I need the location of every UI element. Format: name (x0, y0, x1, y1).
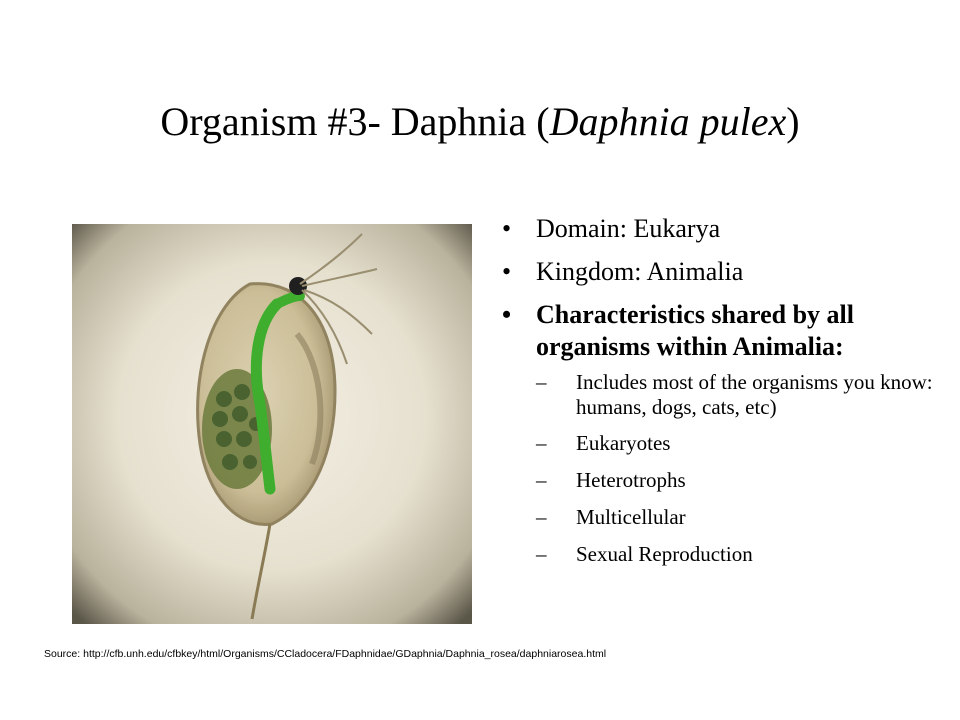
characteristics-sublist (536, 370, 940, 567)
bullet-list (500, 213, 940, 578)
bullet-marker: • (502, 257, 512, 287)
dash-marker: – (536, 504, 547, 529)
dash-marker: – (536, 369, 547, 394)
sub-item-text: Multicellular (576, 504, 686, 529)
bullet-characteristics-text: Characteristics shared by all organisms within Animalia: (536, 300, 854, 361)
bullet-characteristics (500, 299, 940, 566)
sub-item (536, 542, 940, 567)
dash-marker: – (536, 541, 547, 566)
bullet-marker: • (502, 300, 512, 330)
dash-marker: – (536, 468, 547, 493)
slide-title (0, 100, 960, 144)
sub-item-text: Heterotrophs (576, 468, 686, 493)
bullet-marker: • (502, 214, 512, 243)
sub-item (536, 468, 940, 493)
daphnia-photo (72, 224, 472, 624)
bullet-domain-text: Domain: Eukarya (536, 214, 721, 243)
bullet-kingdom (500, 256, 940, 287)
dash-marker: – (536, 431, 547, 456)
sub-item (536, 431, 940, 456)
title-scientific-name: Daphnia pulex (549, 99, 787, 144)
title-close: ) (786, 99, 800, 144)
sub-item-text: Sexual Reproduction (576, 541, 753, 566)
source-citation: Source: http://cfb.unh.edu/cfbkey/html/Organisms/CCladocera/FDaphnidae/GDaphnia/Daphnia_rosea/daphniarosea.html (44, 648, 607, 660)
bullet-domain (500, 213, 940, 244)
sub-item (536, 505, 940, 530)
sub-item-text: Eukaryotes (576, 431, 671, 456)
title-main: Organism #3- Daphnia ( (160, 99, 550, 144)
sub-item (536, 370, 940, 420)
bullet-kingdom-text: Kingdom: Animalia (536, 257, 744, 287)
sub-item-text: Includes most of the organisms you know: humans, dogs, cats, etc) (576, 369, 933, 419)
